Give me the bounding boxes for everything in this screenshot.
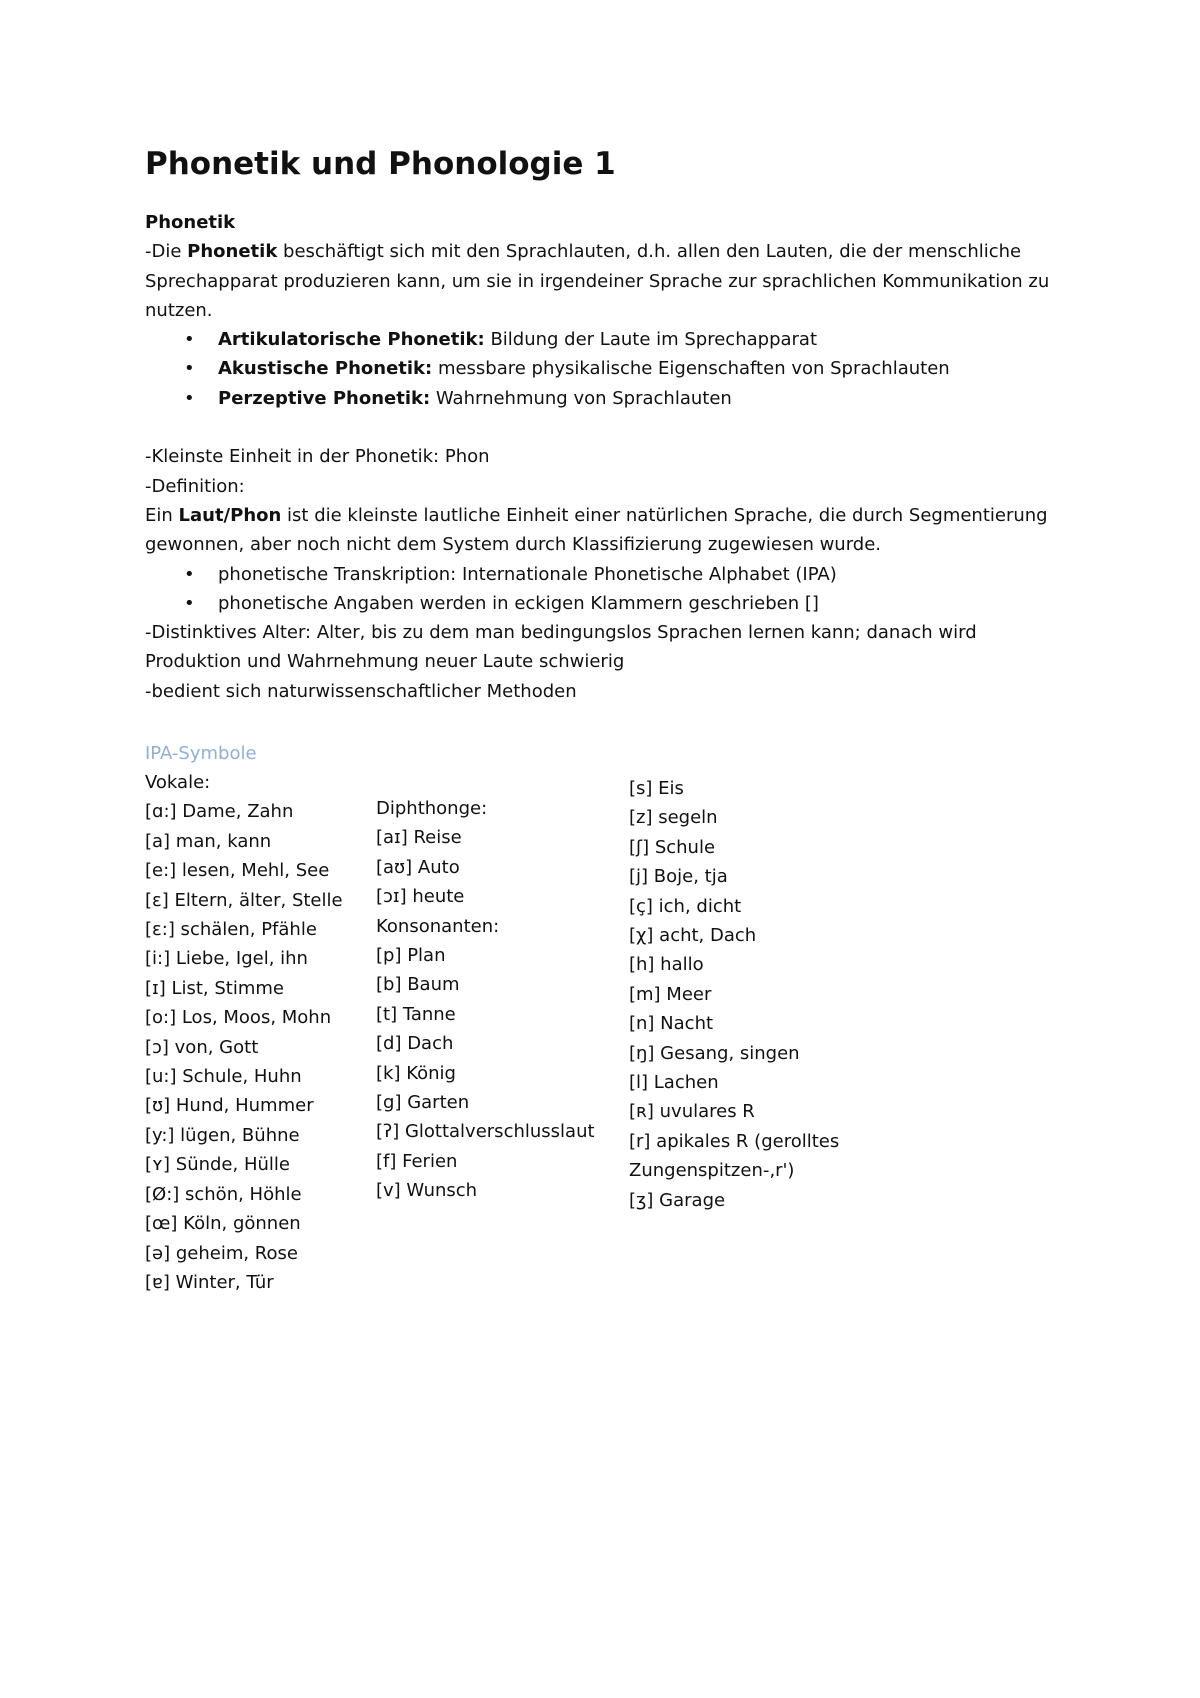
ipa-heading: IPA-Symbole bbox=[145, 743, 257, 764]
list-item: [ɪ] List, Stimme bbox=[145, 977, 284, 999]
definition-label: -Definition: bbox=[145, 475, 245, 497]
list-item: [g] Garten bbox=[376, 1092, 470, 1114]
list-item: [ɛ:] schälen, Pfähle bbox=[145, 919, 317, 941]
list-item: [p] Plan bbox=[376, 945, 446, 967]
list-item: [aɪ] Reise bbox=[376, 827, 462, 849]
list-item bbox=[145, 384, 1065, 413]
list-item: [χ] acht, Dach bbox=[629, 925, 757, 947]
intro-text: beschäftigt sich mit den Sprachlauten, d.h. allen den Lauten, die der menschliche Sprechapparat produzieren kann, um sie in irgendeiner Sprache zur sprachlichen Kommunikation zu nutzen. bbox=[145, 241, 1050, 321]
list-item: [o:] Los, Moos, Mohn bbox=[145, 1007, 332, 1029]
branch-term: Artikulatorische Phonetik: bbox=[218, 329, 485, 351]
list-item: [m] Meer bbox=[629, 983, 712, 1005]
vowels-column bbox=[145, 768, 343, 1297]
definition-prefix: Ein bbox=[145, 504, 179, 526]
list-item: [ʀ] uvulares R bbox=[629, 1101, 755, 1123]
branch-desc: Bildung der Laute im Sprechapparat bbox=[484, 329, 818, 351]
list-item: [z] segeln bbox=[629, 807, 718, 829]
list-item: [Ø:] schön, Höhle bbox=[145, 1183, 302, 1205]
list-item: [ɔ] von, Gott bbox=[145, 1036, 259, 1058]
bullet-icon: • bbox=[184, 329, 195, 351]
diphthongs-list bbox=[376, 823, 595, 911]
list-item: [aʊ] Auto bbox=[376, 856, 460, 878]
list-item: [ɔɪ] heute bbox=[376, 886, 465, 908]
consonant-column-2 bbox=[629, 774, 839, 1215]
list-item: [e:] lesen, Mehl, See bbox=[145, 860, 330, 882]
distinctive-age-paragraph: -Distinktives Alter: Alter, bis zu dem man bedingungslos Sprachen lernen kann; danach wird Produktion und Wahrnehmung neuer Laute schwierig bbox=[145, 622, 977, 673]
list-item: [h] hallo bbox=[629, 954, 704, 976]
list-item: [u:] Schule, Huhn bbox=[145, 1066, 302, 1088]
list-item: [d] Dach bbox=[376, 1033, 454, 1055]
smallest-unit-line: -Kleinste Einheit in der Phonetik: Phon bbox=[145, 446, 490, 468]
intro-paragraph bbox=[145, 237, 1065, 325]
blank-line bbox=[145, 413, 1065, 442]
branch-term: Akustische Phonetik: bbox=[218, 358, 433, 380]
diphthongs-label: Diphthonge: bbox=[376, 798, 488, 819]
list-item: [ʒ] Garage bbox=[629, 1189, 726, 1211]
list-item: [l] Lachen bbox=[629, 1072, 719, 1094]
list-item: [r] apikales R (gerolltes bbox=[629, 1130, 840, 1152]
page-title: Phonetik und Phonologie 1 bbox=[145, 146, 616, 182]
definition-paragraph bbox=[145, 501, 1065, 560]
bullet-icon: • bbox=[184, 563, 195, 585]
bullet-icon: • bbox=[184, 592, 195, 614]
list-item: [f] Ferien bbox=[376, 1150, 458, 1172]
list-item: [ə] geheim, Rose bbox=[145, 1242, 298, 1264]
list-item: [ɛ] Eltern, älter, Stelle bbox=[145, 889, 343, 911]
consonants-label: Konsonanten: bbox=[376, 915, 500, 937]
list-item: [j] Boje, tja bbox=[629, 866, 728, 888]
consonants-list bbox=[376, 941, 595, 1206]
list-item: [ɐ] Winter, Tür bbox=[145, 1271, 274, 1293]
list-item: [ʏ] Sünde, Hülle bbox=[145, 1154, 290, 1176]
branches-list bbox=[145, 325, 1065, 413]
list-item: [i:] Liebe, Igel, ihn bbox=[145, 948, 308, 970]
list-item: [y:] lügen, Bühne bbox=[145, 1124, 300, 1146]
list-item: [ʔ] Glottalverschlusslaut bbox=[376, 1121, 595, 1143]
bullet-icon: • bbox=[184, 387, 195, 409]
list-item: [v] Wunsch bbox=[376, 1180, 478, 1202]
list-item: [b] Baum bbox=[376, 974, 460, 996]
vowels-list bbox=[145, 797, 343, 1297]
list-item: [ɑ:] Dame, Zahn bbox=[145, 801, 294, 823]
diphthong-consonant-column bbox=[376, 794, 595, 1206]
methods-line: -bedient sich naturwissenschaftlicher Methoden bbox=[145, 680, 577, 702]
branch-desc: Wahrnehmung von Sprachlauten bbox=[430, 387, 732, 409]
list-item: [a] man, kann bbox=[145, 830, 272, 852]
phonetik-section bbox=[145, 208, 1065, 706]
definition-text: ist die kleinste lautliche Einheit einer natürlichen Sprache, die durch Segmentierung gewonnen, aber noch nicht dem System durch Klassifizierung zugewiesen wurde. bbox=[145, 504, 1048, 556]
intro-prefix: -Die bbox=[145, 241, 188, 263]
transcription-note: phonetische Angaben werden in eckigen Klammern geschrieben [] bbox=[218, 592, 819, 614]
section-heading: Phonetik bbox=[145, 212, 236, 233]
list-item: [t] Tanne bbox=[376, 1003, 456, 1025]
list-item: [n] Nacht bbox=[629, 1013, 714, 1035]
list-item: [ç] ich, dicht bbox=[629, 895, 742, 917]
branch-desc: messbare physikalische Eigenschaften von Sprachlauten bbox=[432, 358, 950, 380]
bullet-icon: • bbox=[184, 358, 195, 380]
transcription-note: phonetische Transkription: Internationale Phonetische Alphabet (IPA) bbox=[218, 563, 837, 585]
list-item: [œ] Köln, gönnen bbox=[145, 1213, 301, 1235]
list-item: [ŋ] Gesang, singen bbox=[629, 1042, 800, 1064]
transcription-list bbox=[145, 560, 1065, 619]
branch-term: Perzeptive Phonetik: bbox=[218, 387, 431, 409]
list-item bbox=[145, 560, 1065, 589]
definition-bold-term: Laut/Phon bbox=[178, 504, 282, 526]
consonants-list bbox=[629, 774, 839, 1215]
intro-bold-term: Phonetik bbox=[187, 241, 278, 263]
list-item bbox=[145, 325, 1065, 354]
list-item bbox=[145, 589, 1065, 618]
list-item: [ʃ] Schule bbox=[629, 836, 716, 858]
list-item bbox=[145, 354, 1065, 383]
list-item: [s] Eis bbox=[629, 778, 684, 799]
list-item: Zungenspitzen-‚r') bbox=[629, 1160, 795, 1182]
list-item: [ʊ] Hund, Hummer bbox=[145, 1095, 314, 1117]
list-item: [k] König bbox=[376, 1062, 456, 1084]
vowels-label: Vokale: bbox=[145, 772, 211, 793]
